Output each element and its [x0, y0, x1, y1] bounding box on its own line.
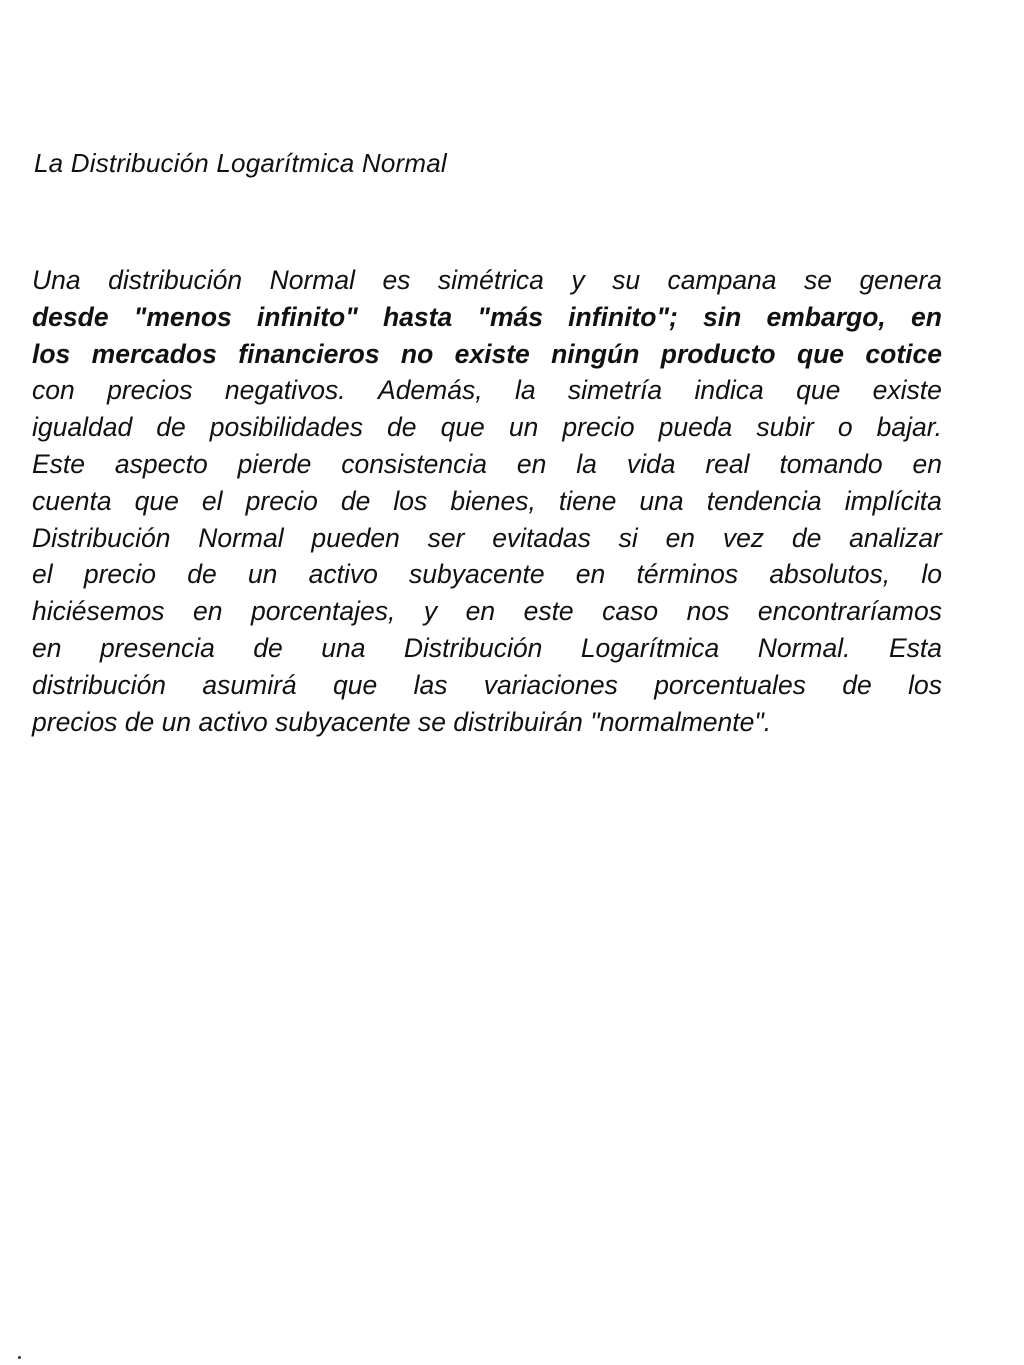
paragraph-line: Distribución Normal pueden ser evitadas si en vez de analizar: [32, 522, 942, 553]
paragraph-line: el precio de un activo subyacente en términos absolutos, lo: [32, 559, 942, 590]
paragraph-line: los mercados financieros no existe ningún producto que cotice: [32, 338, 942, 369]
paragraph-line: con precios negativos. Además, la simetría indica que existe: [32, 375, 942, 406]
paragraph-line: Una distribución Normal es simétrica y su campana se genera: [32, 265, 942, 295]
paragraph-line: distribución asumirá que las variaciones porcentuales de los: [32, 669, 942, 700]
scan-speck: [18, 1356, 21, 1359]
paragraph-line: hiciésemos en porcentajes, y en este caso nos encontraríamos: [32, 596, 942, 627]
paragraph-line: precios de un activo subyacente se distribuirán "normalmente".: [32, 706, 772, 737]
paragraph-line: en presencia de una Distribución Logarítmica Normal. Esta: [32, 632, 942, 663]
body-paragraph: [32, 262, 942, 740]
page-title: La Distribución Logarítmica Normal: [34, 148, 447, 178]
paragraph-line: igualdad de posibilidades de que un precio pueda subir o bajar.: [32, 412, 942, 443]
paragraph-line: Este aspecto pierde consistencia en la vida real tomando en: [32, 448, 942, 479]
paragraph-line: desde "menos infinito" hasta "más infinito"; sin embargo, en: [32, 301, 942, 332]
paragraph-line: cuenta que el precio de los bienes, tiene una tendencia implícita: [32, 485, 942, 516]
